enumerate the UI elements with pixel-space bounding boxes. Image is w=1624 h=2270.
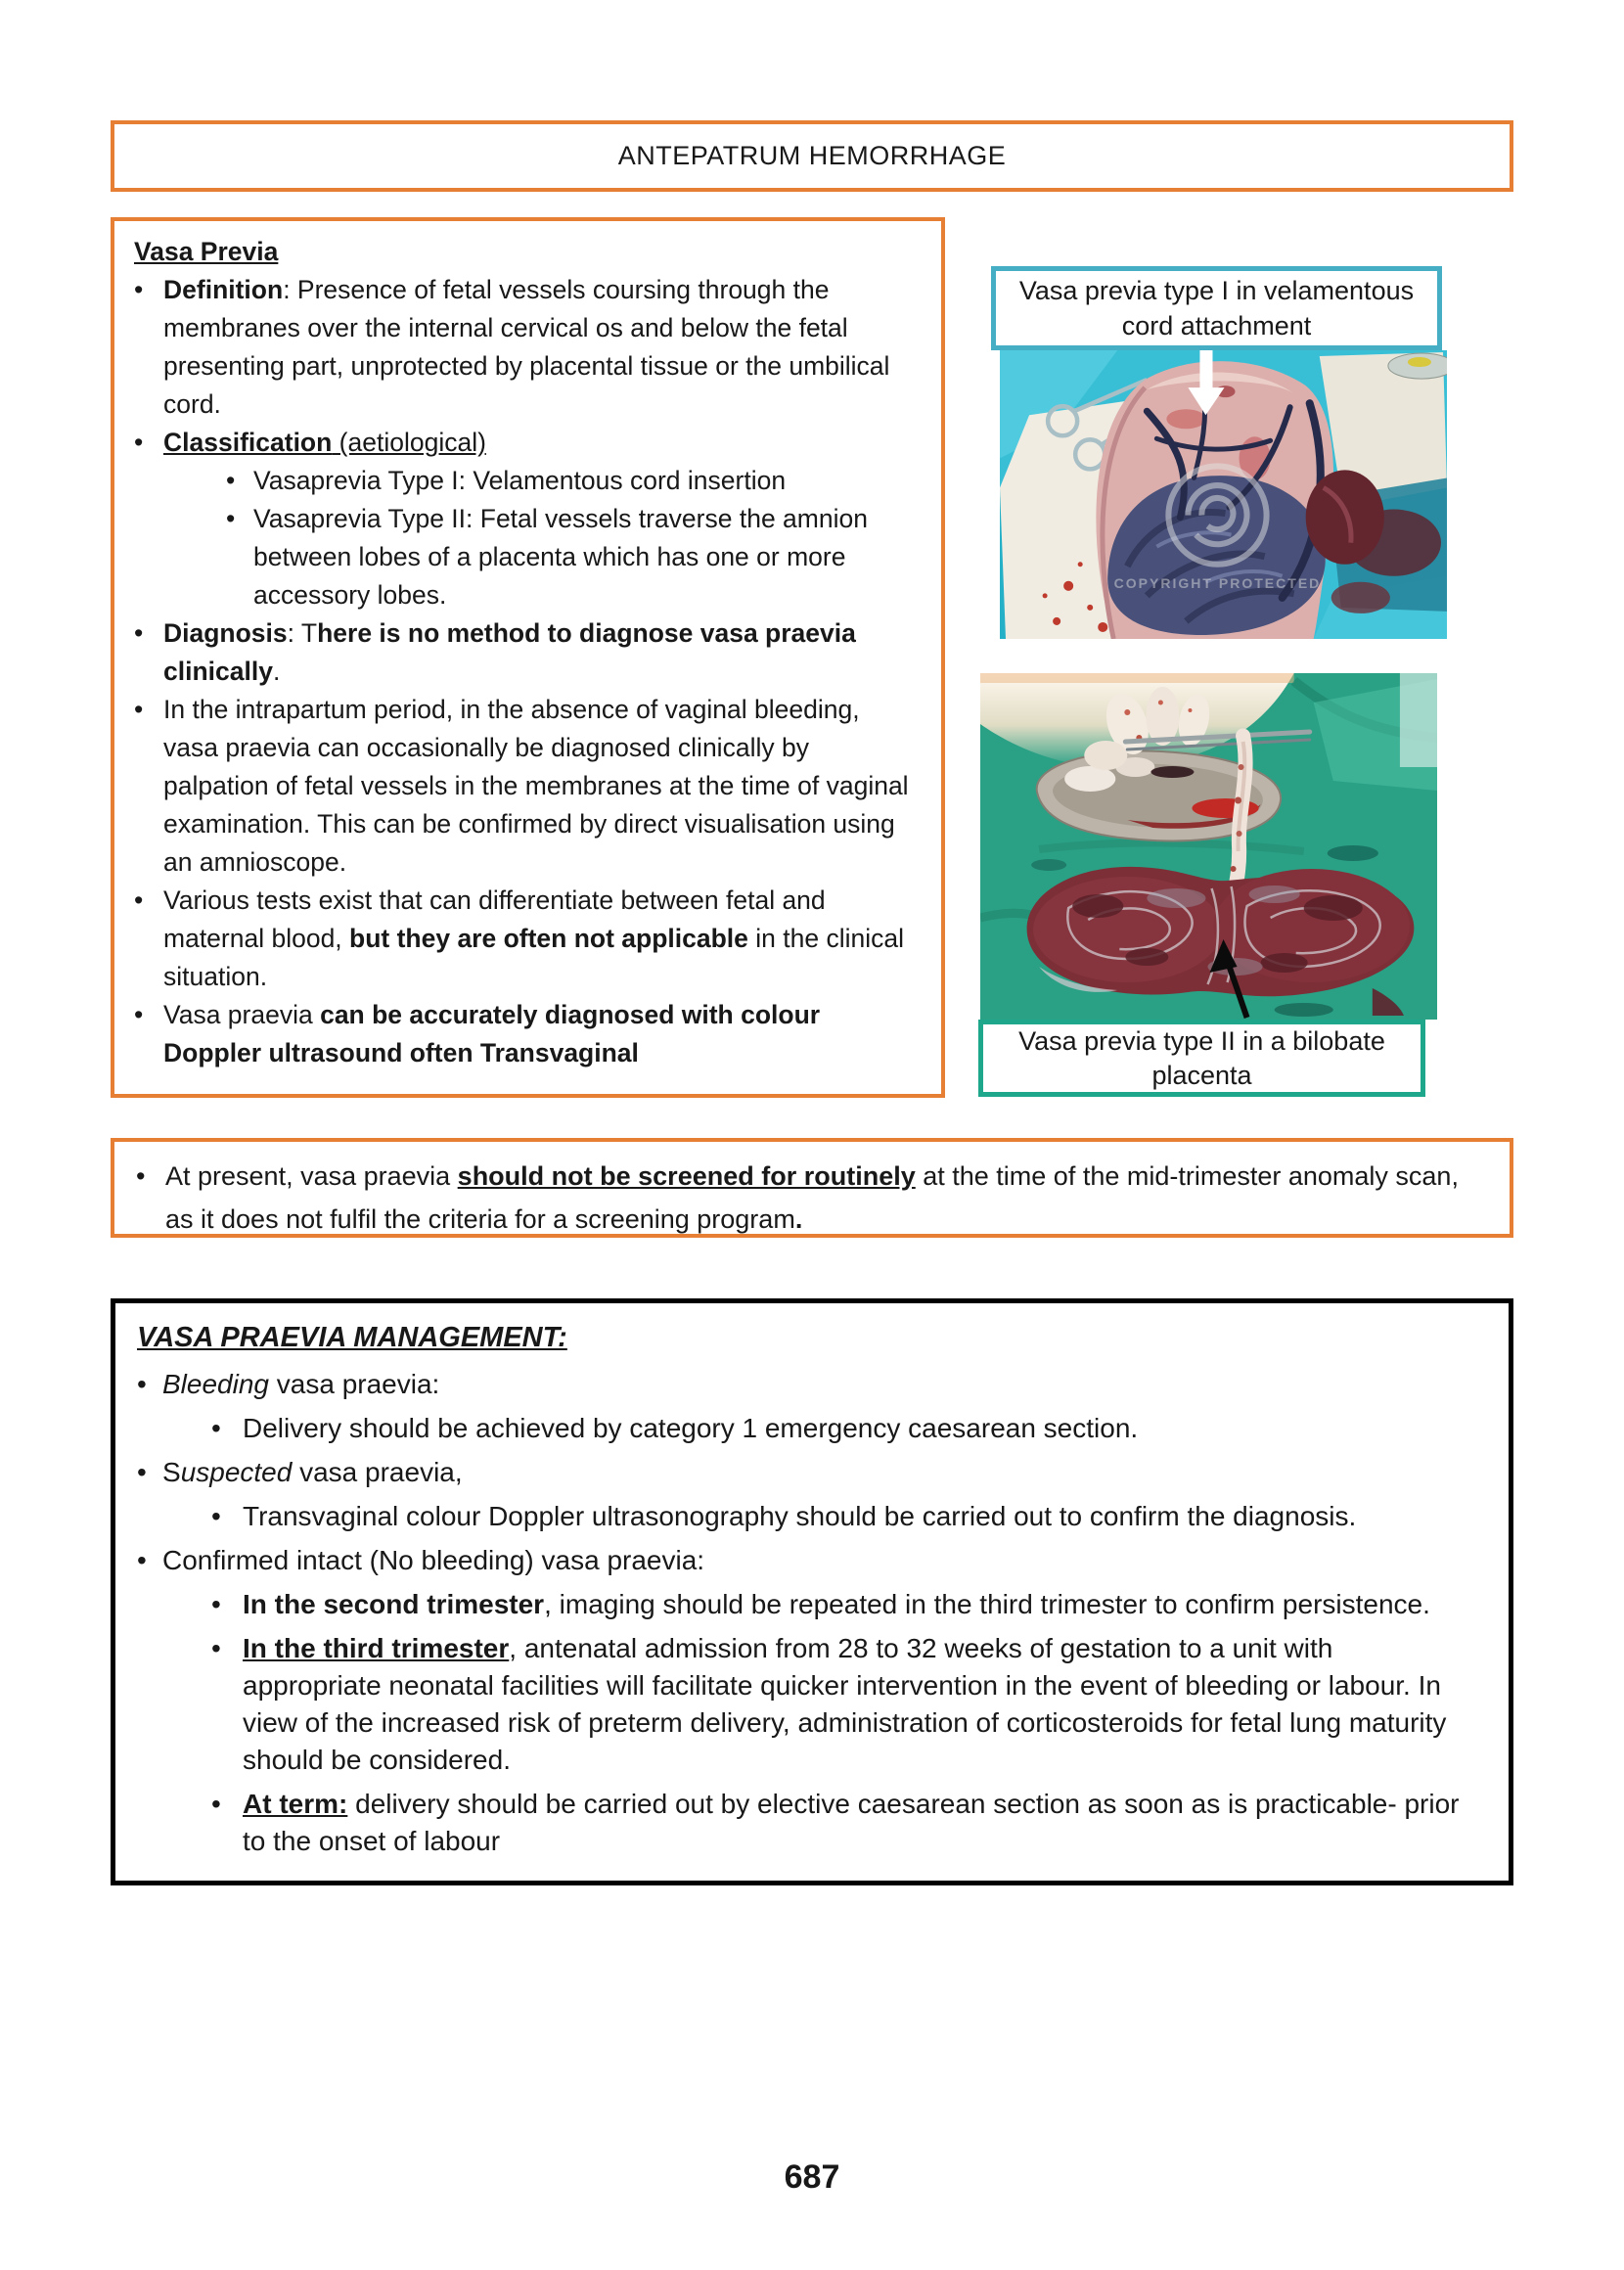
photo-vasa-previa-type1 bbox=[1000, 350, 1447, 639]
bullet-text bbox=[163, 996, 918, 1072]
bullet-item bbox=[134, 996, 918, 1072]
text-run: In the intrapartum period, in the absence of vaginal bleeding, vasa praevia can occasionally be diagnosed clinically by palpation of fetal vessels in the membranes at the time of vaginal examination. This can be confirmed by direct visualisation using an amnioscope. bbox=[163, 695, 909, 877]
text-run: Definition bbox=[163, 275, 284, 304]
text-run: . bbox=[794, 1204, 803, 1234]
caption-type2-box bbox=[978, 1020, 1425, 1097]
caption-type1-text: Vasa previa type I in velamentous cord attachment bbox=[1018, 276, 1415, 340]
bullet-text bbox=[253, 462, 918, 500]
bullet-text bbox=[163, 691, 918, 882]
bullet-marker: • bbox=[226, 466, 236, 495]
bullet-marker: • bbox=[134, 428, 144, 457]
page-title-box bbox=[111, 120, 1513, 192]
bullet-text bbox=[243, 1786, 1473, 1860]
bullet-text bbox=[163, 271, 918, 424]
bullet-text bbox=[163, 614, 918, 691]
bullet-marker: • bbox=[134, 275, 144, 304]
bullet-item bbox=[134, 691, 918, 882]
bullet-text bbox=[243, 1410, 1473, 1447]
bullet-item bbox=[211, 1630, 1473, 1779]
bullet-marker: • bbox=[134, 885, 144, 915]
bullet-item bbox=[211, 1586, 1473, 1623]
text-run: delivery should be carried out by elective caesarean section as soon as is practicable- prior to the onset of labour bbox=[243, 1789, 1460, 1856]
section-heading: Vasa Previa bbox=[134, 237, 279, 266]
text-run: here is no method to diagnose vasa praevia clinically bbox=[163, 618, 856, 686]
bullet-item bbox=[136, 1155, 1470, 1241]
watermark-text: COPYRIGHT PROTECTED bbox=[1113, 574, 1322, 591]
text-run: Vasa praevia bbox=[163, 1000, 321, 1029]
text-run: Classification bbox=[163, 428, 333, 457]
bullet-item bbox=[211, 1786, 1473, 1860]
text-run: In the second trimester bbox=[243, 1589, 545, 1619]
bullet-item bbox=[226, 462, 918, 500]
text-run: uspected bbox=[180, 1457, 293, 1487]
bullet-marker: • bbox=[134, 1000, 144, 1029]
text-run: Various tests exist that can differentiate between fetal and maternal blood, bbox=[163, 885, 826, 953]
text-run: VASA PRAEVIA MANAGEMENT: bbox=[137, 1322, 567, 1353]
bullet-text bbox=[163, 882, 918, 996]
text-run: S bbox=[162, 1457, 181, 1487]
text-run: , antenatal admission from 28 to 32 weeks of gestation to a unit with appropriate neonatal facilities will facilitate quicker intervention in the event of bleeding or labour. In view of the increased risk of preterm delivery, administration of corticosteroids for fetal lung maturity should be considered. bbox=[243, 1633, 1447, 1775]
text-run: Confirmed intact (No bleeding) vasa praevia: bbox=[162, 1545, 705, 1575]
bullet-text bbox=[243, 1630, 1473, 1779]
bullet-marker: • bbox=[211, 1789, 221, 1819]
page-title: ANTEPATRUM HEMORRHAGE bbox=[617, 141, 1007, 170]
text-run: vasa praevia, bbox=[292, 1457, 463, 1487]
page-number: 687 bbox=[784, 2158, 840, 2196]
text-run: Delivery should be achieved by category 1 emergency caesarean section. bbox=[243, 1413, 1139, 1443]
caption-type1-box bbox=[991, 266, 1442, 350]
photo-type1-illustration bbox=[1000, 350, 1447, 639]
text-run: Bleeding bbox=[162, 1369, 269, 1399]
management-list bbox=[131, 1366, 1473, 1860]
bullet-marker: • bbox=[134, 695, 144, 724]
bullet-text bbox=[243, 1586, 1473, 1623]
caption-type2-text: Vasa previa type II in a bilobate placenta bbox=[1018, 1025, 1385, 1090]
bullet-item bbox=[134, 882, 918, 996]
bullet-text bbox=[163, 424, 918, 462]
text-run: vasa praevia: bbox=[268, 1369, 440, 1399]
bullet-text bbox=[253, 500, 918, 614]
text-run: In the third trimester bbox=[243, 1633, 510, 1663]
screening-note-section bbox=[111, 1138, 1513, 1238]
bullet-marker: • bbox=[137, 1369, 147, 1399]
bullet-text bbox=[243, 1498, 1473, 1535]
bullet-item bbox=[211, 1498, 1473, 1535]
management-heading bbox=[137, 1319, 1473, 1356]
bullet-marker: • bbox=[211, 1501, 221, 1531]
photo-vasa-previa-type2 bbox=[980, 673, 1437, 1020]
bullet-item bbox=[137, 1542, 1473, 1579]
vasa-previa-section bbox=[111, 217, 945, 1098]
text-run: in the clinical situation. bbox=[163, 924, 904, 991]
text-run: Diagnosis bbox=[163, 618, 288, 648]
bullet-text bbox=[162, 1542, 1473, 1579]
bullet-marker: • bbox=[136, 1161, 146, 1191]
text-run: , imaging should be repeated in the third trimester to confirm persistence. bbox=[544, 1589, 1430, 1619]
bullet-item bbox=[134, 424, 918, 462]
text-run: should not be screened for routinely bbox=[457, 1161, 916, 1191]
bullet-item bbox=[226, 500, 918, 614]
text-run: Vasaprevia Type II: Fetal vessels traverse the amnion between lobes of a placenta which has one or more accessory lobes. bbox=[253, 504, 868, 610]
bullet-item bbox=[137, 1454, 1473, 1491]
bullet-item bbox=[137, 1366, 1473, 1403]
bullet-item bbox=[134, 614, 918, 691]
bullet-item bbox=[134, 271, 918, 424]
screening-note-list bbox=[130, 1155, 1470, 1241]
text-run: At term: bbox=[243, 1789, 348, 1819]
text-run: : Presence of fetal vessels coursing through the membranes over the internal cervical os and below the fetal presenting part, unprotected by placental tissue or the umbilical cord. bbox=[163, 275, 890, 419]
text-run: . bbox=[272, 657, 281, 686]
bullet-text bbox=[162, 1454, 1473, 1491]
text-run: : T bbox=[287, 618, 318, 648]
bullet-marker: • bbox=[211, 1589, 221, 1619]
text-run: Transvaginal colour Doppler ultrasonography should be carried out to confirm the diagnosis. bbox=[243, 1501, 1357, 1531]
bullet-item bbox=[211, 1410, 1473, 1447]
text-run: but they are often not applicable bbox=[349, 924, 748, 953]
text-run: at the time of the mid-trimester anomaly scan, as it does not fulfil the criteria for a screening program bbox=[165, 1161, 1459, 1234]
bullet-marker: • bbox=[226, 504, 236, 533]
bullet-marker: • bbox=[211, 1413, 221, 1443]
bullet-text bbox=[162, 1366, 1473, 1403]
text-run: Vasaprevia Type I: Velamentous cord insertion bbox=[253, 466, 787, 495]
vasa-previa-list bbox=[128, 271, 918, 1072]
bullet-text bbox=[165, 1155, 1466, 1241]
photo-type2-illustration bbox=[980, 673, 1437, 1020]
bullet-marker: • bbox=[211, 1633, 221, 1663]
text-run: can be accurately diagnosed with colour Doppler ultrasound often Transvaginal bbox=[163, 1000, 821, 1067]
management-section bbox=[111, 1298, 1513, 1885]
text-run: (aetiological) bbox=[332, 428, 486, 457]
bullet-marker: • bbox=[134, 618, 144, 648]
bullet-marker: • bbox=[137, 1545, 147, 1575]
text-run: At present, vasa praevia bbox=[165, 1161, 458, 1191]
bullet-marker: • bbox=[137, 1457, 147, 1487]
